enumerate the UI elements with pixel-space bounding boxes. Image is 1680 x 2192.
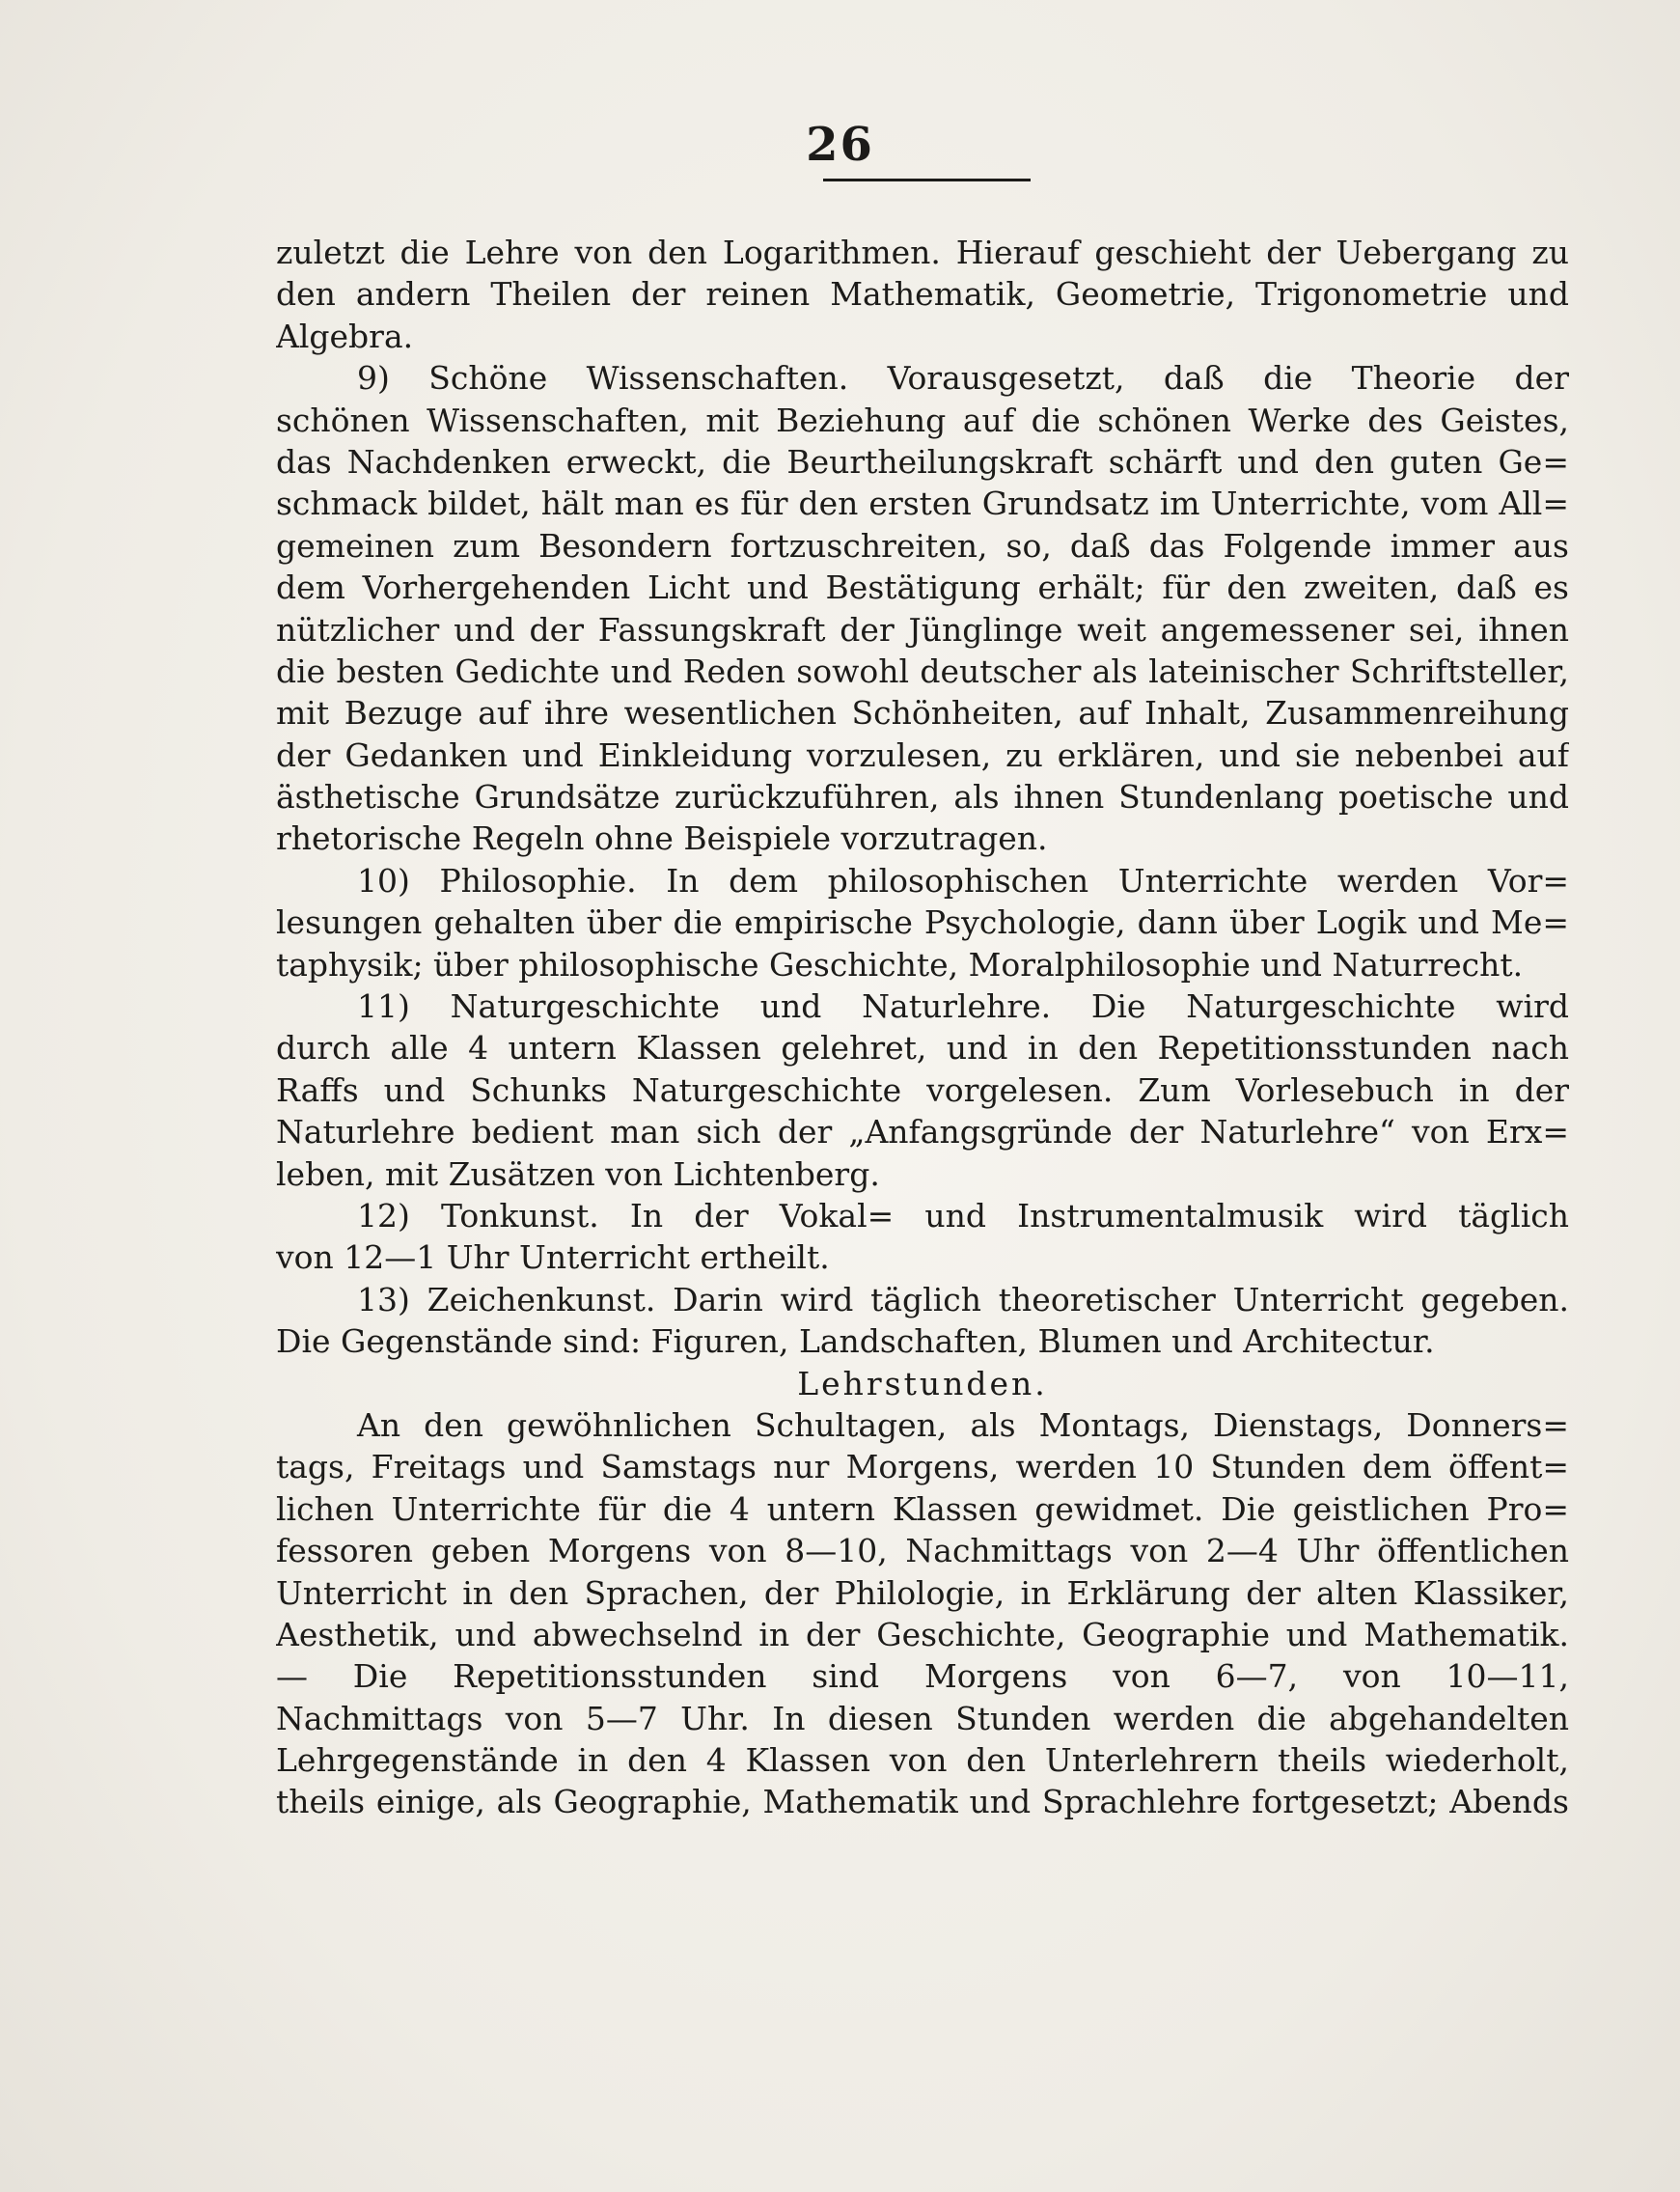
text-line: Naturlehre bedient man sich der „Anfangsgründe der Naturlehre“ von Erx= — [276, 1113, 1569, 1151]
text-line: tags, Freitags und Samstags nur Morgens, werden 10 Stunden dem öffent= — [276, 1448, 1569, 1486]
text-line: lesungen gehalten über die empirische Psychologie, dann über Logik und Me= — [276, 903, 1569, 942]
text-line: gemeinen zum Besondern fortzuschreiten, so, daß das Folgende immer aus — [276, 526, 1569, 565]
text-line: taphysik; über philosophische Geschichte, Moralphilosophie und Naturrecht. — [276, 945, 1524, 984]
text-line: lichen Unterrichte für die 4 untern Klassen gewidmet. Die geistlichen Pro= — [276, 1489, 1569, 1528]
section-heading: Lehrstunden. — [797, 1364, 1048, 1402]
text-line: Lehrgegenstände in den 4 Klassen von den Unterlehrern theils wiederholt, — [276, 1741, 1569, 1780]
text-line: rhetorische Regeln ohne Beispiele vorzutragen. — [276, 819, 1048, 858]
text-line: Die Gegenstände sind: Figuren, Landschaften, Blumen und Architectur. — [276, 1322, 1435, 1361]
text-line: der Gedanken und Einkleidung vorzulesen, zu erklären, und sie nebenbei auf — [276, 735, 1569, 774]
text-line: durch alle 4 untern Klassen gelehret, und in den Repetitionsstunden nach — [276, 1029, 1569, 1068]
text-line: 11) Naturgeschichte und Naturlehre. Die Naturgeschichte wird — [357, 987, 1569, 1026]
text-line: Algebra. — [276, 317, 414, 355]
text-line: fessoren geben Morgens von 8—10, Nachmittags von 2—4 Uhr öffentlichen — [276, 1532, 1569, 1570]
page-number: 26 — [806, 118, 874, 172]
text-line: zuletzt die Lehre von den Logarithmen. Hierauf geschieht der Uebergang zu — [276, 234, 1569, 271]
text-line: leben, mit Zusätzen von Lichtenberg. — [276, 1154, 880, 1193]
header-rule — [823, 179, 1031, 181]
text-line: den andern Theilen der reinen Mathematik, Geometrie, Trigonometrie und — [276, 275, 1569, 314]
text-line: 9) Schöne Wissenschaften. Vorausgesetzt, daß die Theorie der — [357, 359, 1569, 398]
text-line: 10) Philosophie. In dem philosophischen Unterrichte werden Vor= — [357, 861, 1569, 900]
text-line: schönen Wissenschaften, mit Beziehung auf die schönen Werke des Geistes, — [276, 401, 1569, 439]
text-line: Aesthetik, und abwechselnd in der Geschichte, Geographie und Mathematik. — [276, 1615, 1569, 1653]
text-line: ästhetische Grundsätze zurückzuführen, als ihnen Stundenlang poetische und — [276, 778, 1569, 817]
text-line: mit Bezuge auf ihre wesentlichen Schönheiten, auf Inhalt, Zusammenreihung — [276, 694, 1569, 733]
text-line: die besten Gedichte und Reden sowohl deutscher als lateinischer Schriftsteller, — [276, 652, 1569, 690]
text-line: von 12—1 Uhr Unterricht ertheilt. — [276, 1238, 830, 1277]
body-text — [276, 232, 1569, 1823]
text-line: schmack bildet, hält man es für den ersten Grundsatz im Unterrichte, vom All= — [276, 485, 1569, 523]
text-line: dem Vorhergehenden Licht und Bestätigung erhält; für den zweiten, daß es — [276, 569, 1569, 607]
text-line: Raffs und Schunks Naturgeschichte vorgelesen. Zum Vorlesebuch in der — [276, 1070, 1569, 1109]
text-line: 13) Zeichenkunst. Darin wird täglich theoretischer Unterricht gegeben. — [357, 1280, 1569, 1318]
text-line: Unterricht in den Sprachen, der Philologie, in Erklärung der alten Klassiker, — [276, 1573, 1569, 1612]
text-line: 12) Tonkunst. In der Vokal= und Instrumentalmusik wird täglich — [357, 1196, 1569, 1235]
text-line: An den gewöhnlichen Schultagen, als Montags, Dienstags, Donners= — [357, 1405, 1569, 1444]
text-line: theils einige, als Geographie, Mathematik und Sprachlehre fortgesetzt; Abends — [276, 1783, 1569, 1821]
text-line: das Nachdenken erweckt, die Beurtheilungskraft schärft und den guten Ge= — [276, 442, 1569, 481]
text-line: nützlicher und der Fassungskraft der Jünglinge weit angemessener sei, ihnen — [276, 610, 1569, 649]
text-line: — Die Repetitionsstunden sind Morgens von 6—7, von 10—11, — [276, 1657, 1569, 1696]
text-line: Nachmittags von 5—7 Uhr. In diesen Stunden werden die abgehandelten — [276, 1699, 1569, 1737]
